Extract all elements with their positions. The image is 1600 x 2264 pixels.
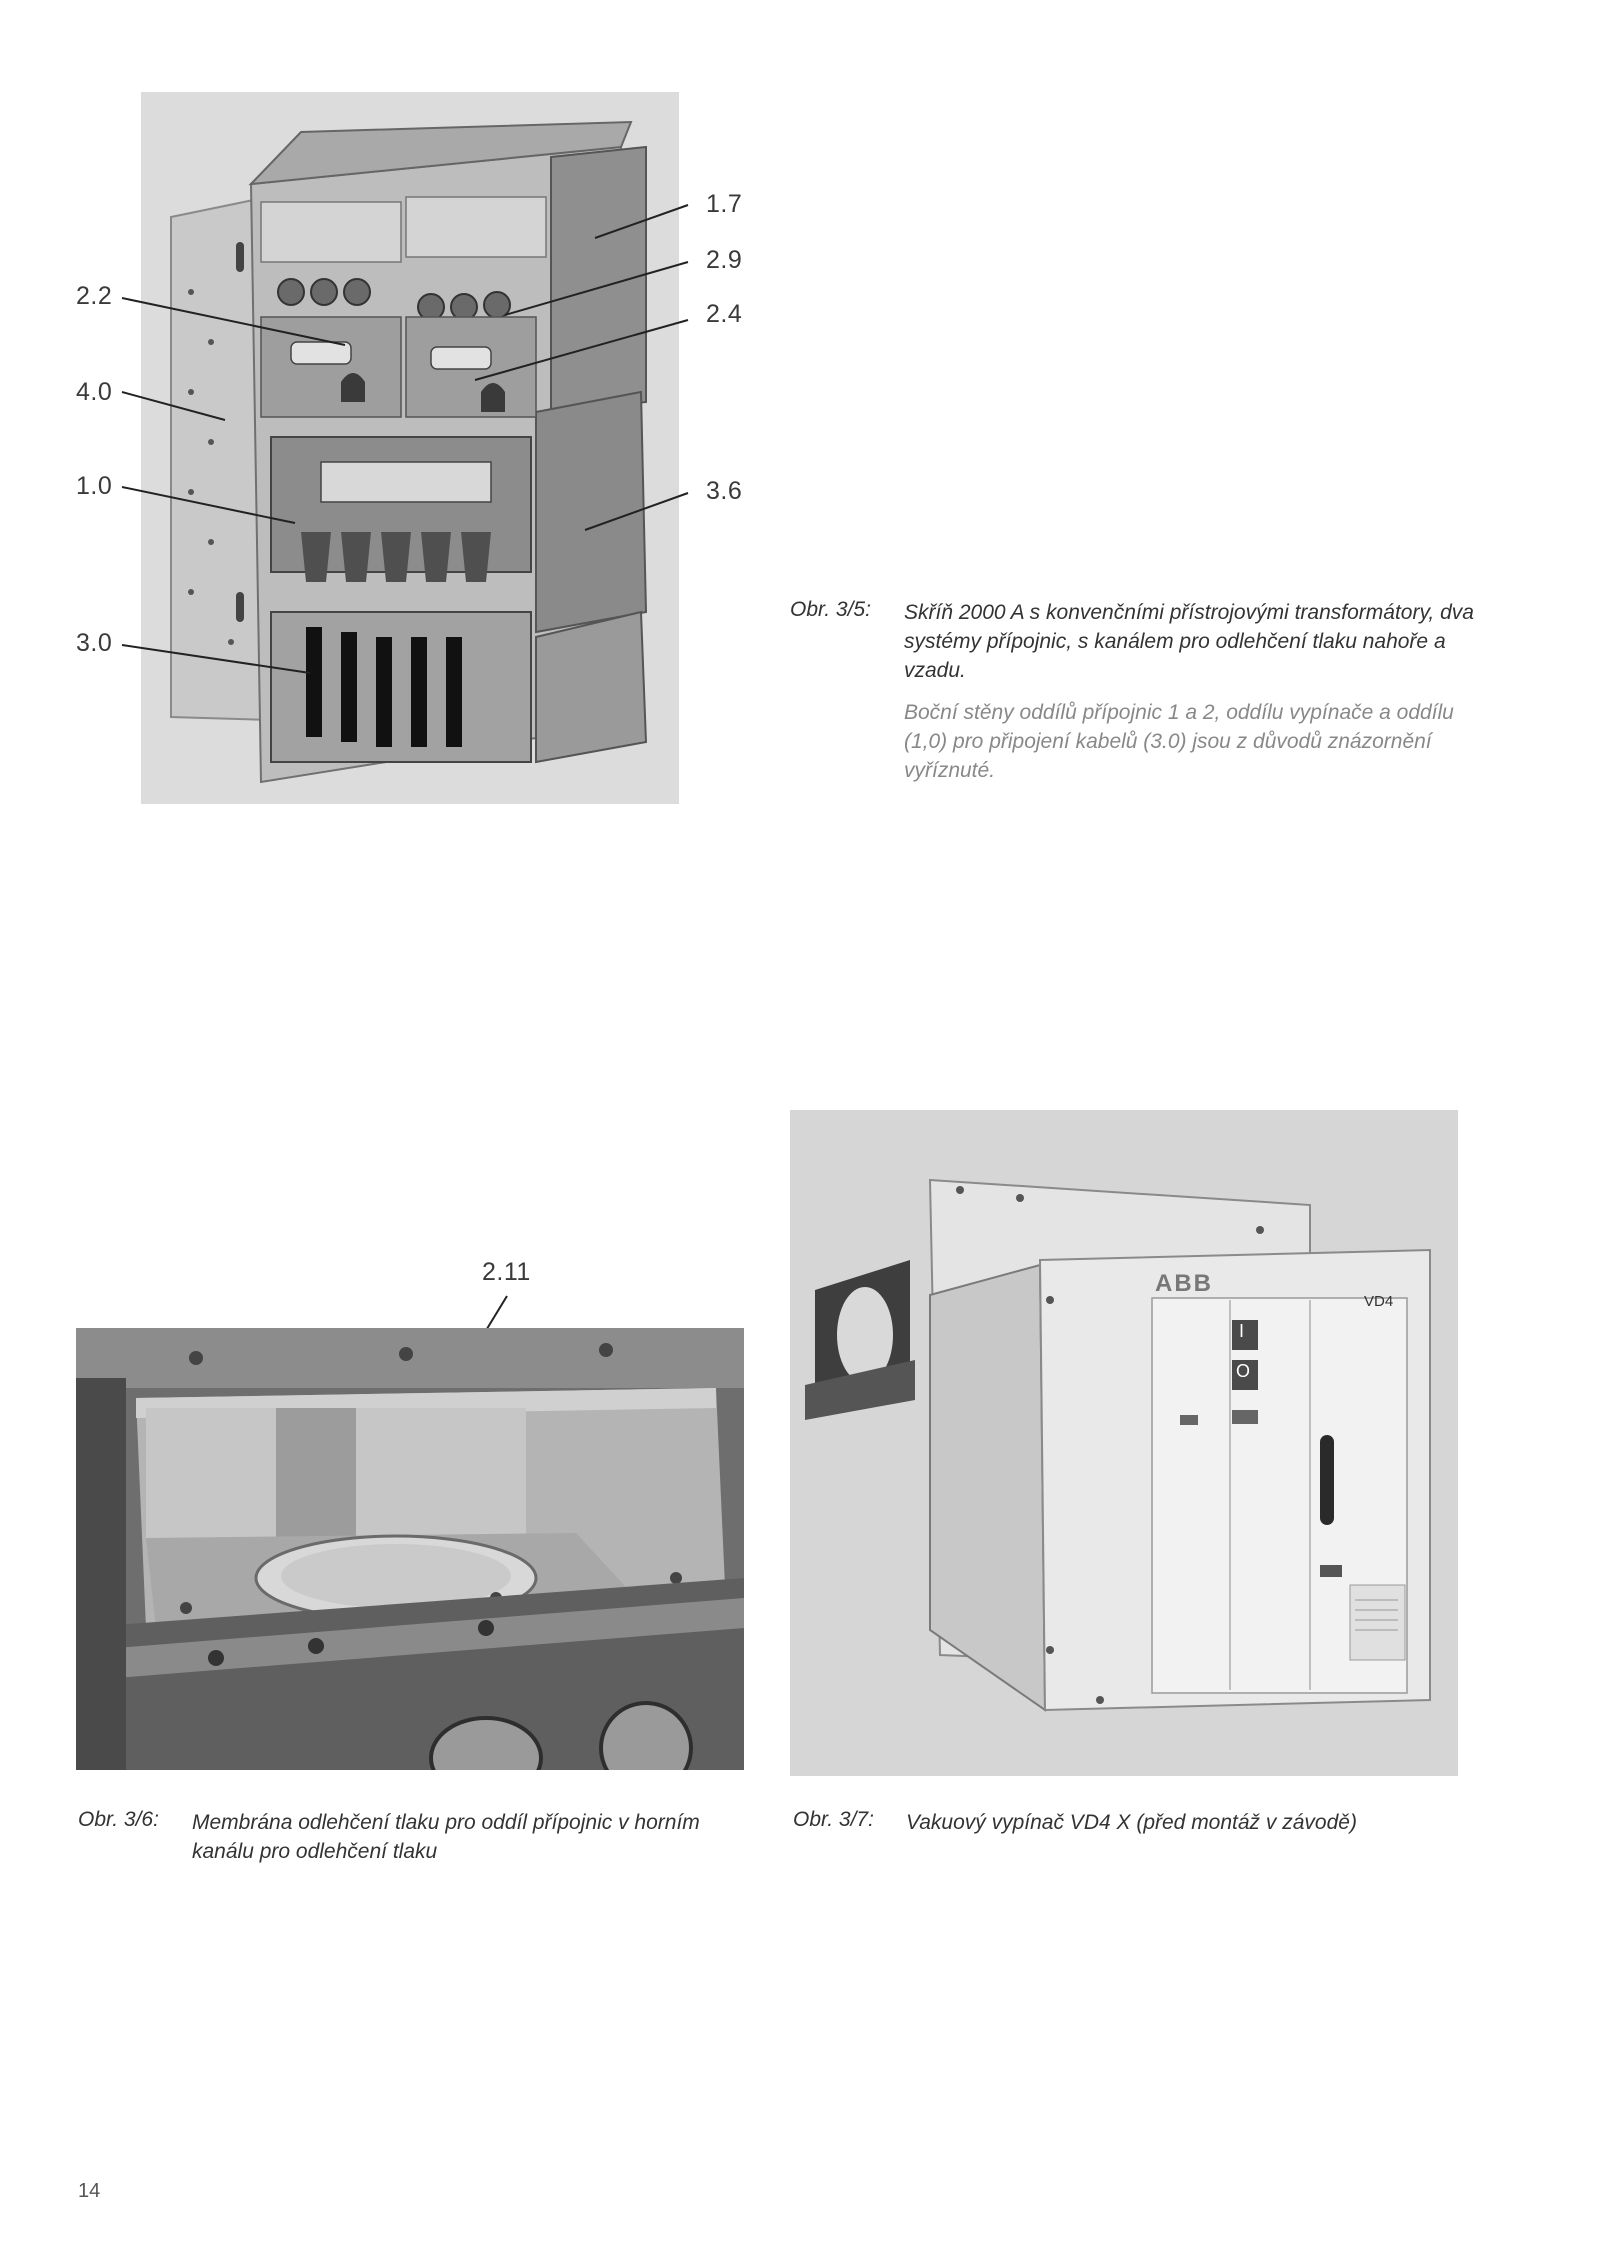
callout-1-0: 1.0: [76, 472, 113, 500]
callout-2-9: 2.9: [706, 246, 743, 274]
callout-2-2: 2.2: [76, 282, 113, 310]
figure-3-7-caption-number: Obr. 3/7:: [793, 1808, 874, 1831]
callout-4-0: 4.0: [76, 378, 113, 406]
model-label: VD4: [1364, 1293, 1394, 1310]
figure-3-5-caption-note: Boční stěny oddílů přípojnic 1 a 2, oddílu vypínače a oddílu (1,0) pro připojení kabelů (3.0) jsou z důvodů znázornění vyříznuté.: [904, 701, 1454, 782]
brand-logo: ABB: [1155, 1270, 1213, 1297]
figure-3-6-caption-number: Obr. 3/6:: [78, 1808, 159, 1831]
figure-3-5-caption: Skříň 2000 A s konvenčními přístrojovými transformátory, dva systémy přípojnic, s kanálem pro odlehčení tlaku nahoře a vzadu.: [904, 601, 1474, 682]
callout-2-4: 2.4: [706, 300, 743, 328]
figure-3-7-image: [790, 1110, 1458, 1776]
figure-3-6-caption: Membrána odlehčení tlaku pro oddíl přípojnic v horním kanálu pro odlehčení tlaku: [192, 1811, 700, 1863]
figure-3-5-caption-number: Obr. 3/5:: [790, 598, 871, 621]
callout-3-6: 3.6: [706, 477, 743, 505]
page-number: 14: [78, 2180, 101, 2202]
figure-3-7-caption: Vakuový vypínač VD4 X (před montáž v závodě): [906, 1811, 1357, 1834]
callout-1-7: 1.7: [706, 190, 743, 218]
off-button-symbol: O: [1236, 1361, 1251, 1381]
figure-3-6-image: [76, 1328, 744, 1770]
callout-2-11: 2.11: [482, 1258, 531, 1286]
pressure-relief-membrane-photo: [76, 1328, 744, 1770]
on-button-symbol: I: [1239, 1321, 1245, 1341]
callout-3-0: 3.0: [76, 629, 113, 657]
vacuum-breaker-photo: [790, 1110, 1458, 1776]
